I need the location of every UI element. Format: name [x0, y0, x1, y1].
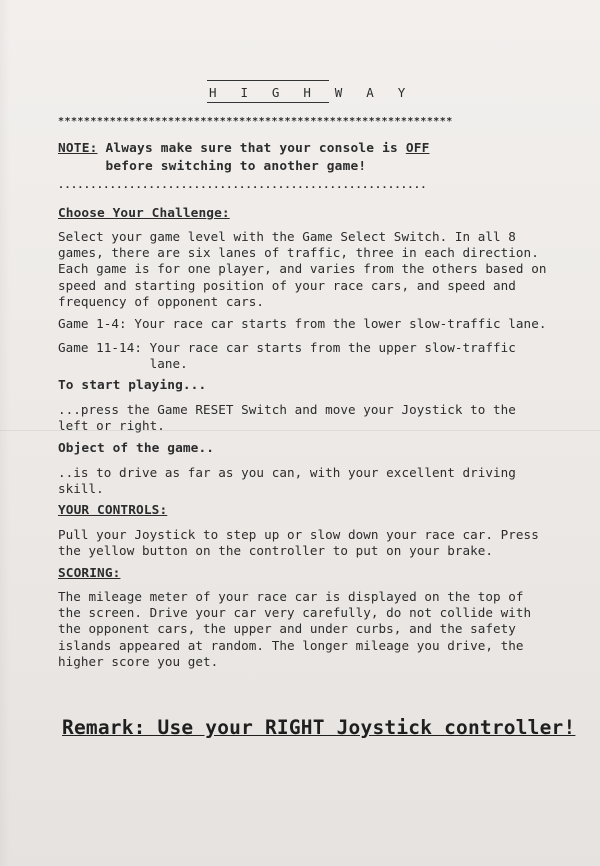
text-line: the screen. Drive your car very carefully, do not collide with: [58, 605, 532, 621]
text-line: Each game is for one player, and varies from the others based on: [58, 261, 547, 277]
text-line: Pull your Joystick to step up or slow down your race car. Press: [58, 527, 539, 542]
start-playing-paragraph: [58, 402, 516, 434]
start-playing-heading: To start playing...: [58, 378, 207, 393]
game-1-4-description: Game 1-4: Your race car starts from the lower slow-traffic lane.: [58, 316, 547, 331]
controls-heading: YOUR CONTROLS:: [58, 503, 168, 518]
text-line: speed and starting position of your race cars, and speed and: [58, 277, 516, 293]
text-line: ...press the Game RESET Switch and move your Joystick to the: [58, 402, 516, 417]
text-line: frequency of opponent cars.: [58, 293, 265, 309]
note-label: NOTE:: [58, 141, 98, 156]
text-line: left or right.: [58, 418, 165, 434]
challenge-paragraph: [58, 229, 546, 310]
scoring-heading: SCORING:: [58, 566, 121, 581]
controls-paragraph: [58, 527, 539, 559]
text-line: The mileage meter of your race car is displayed on the top of: [58, 589, 524, 604]
title-top-rule: [207, 80, 329, 81]
scoring-paragraph: [58, 589, 531, 670]
star-divider: *************************************************************: [58, 116, 453, 127]
console-note: [58, 140, 430, 176]
note-text-line1: Always make sure that your console is: [105, 141, 398, 156]
text-line: Game 11-14: Your race car starts from the upper slow-traffic: [58, 340, 516, 355]
text-line: Select your game level with the Game Select Switch. In all 8: [58, 229, 516, 244]
text-line: skill.: [58, 481, 104, 497]
text-line: islands appeared at random. The longer mileage you drive, the: [58, 637, 524, 653]
title-bottom-rule: [207, 102, 329, 103]
challenge-heading: Choose Your Challenge:: [58, 206, 230, 221]
note-text-line2: before switching to another game!: [105, 159, 367, 174]
game-11-14-description: [58, 340, 516, 372]
text-line: ..is to drive as far as you can, with your excellent driving: [58, 465, 516, 480]
text-line: the opponent cars, the upper and under curbs, and the safety: [58, 621, 516, 637]
object-paragraph: [58, 465, 516, 497]
text-line: higher score you get.: [58, 653, 219, 669]
text-line: the yellow button on the controller to put on your brake.: [58, 543, 494, 559]
text-line: games, there are six lanes of traffic, three in each direction.: [58, 245, 539, 261]
joystick-remark: Remark: Use your RIGHT Joystick controller!: [62, 716, 576, 739]
document-title: H I G H W A Y: [209, 85, 414, 100]
text-line: lane.: [58, 356, 188, 372]
dot-divider: .........................................................: [58, 180, 427, 191]
note-off-word: OFF: [405, 141, 430, 156]
object-heading: Object of the game..: [58, 441, 215, 456]
